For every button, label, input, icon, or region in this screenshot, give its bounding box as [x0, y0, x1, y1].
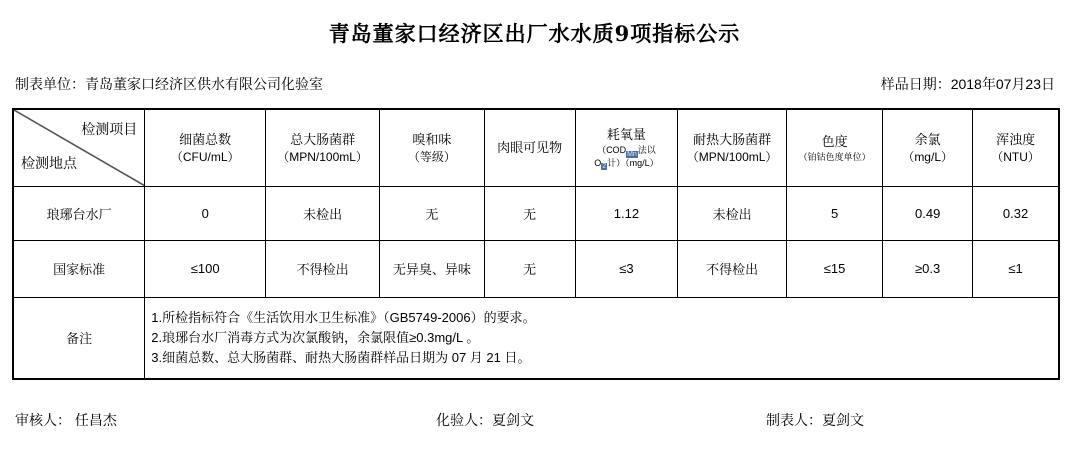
prepared-by-label: 制表单位：青岛董家口经济区供水有限公司化验室: [15, 76, 323, 92]
cod-mn-subscript: Mn: [627, 150, 637, 158]
remark-line-1: 1.所检指标符合《生活饮用水卫生标准》（GB5749-2006）的要求。: [151, 309, 536, 325]
corner-cell: [13, 109, 145, 186]
row-label-national-standard: 国家标准: [13, 240, 145, 297]
cell-value: 0: [145, 186, 266, 240]
corner-label-location: 检测地点: [21, 154, 77, 171]
cell-value: 无: [484, 240, 575, 297]
cell-value: 5: [786, 186, 882, 240]
col-header-odor: 嗅和味 （等级）: [380, 109, 485, 186]
o2-subscript: 2: [602, 163, 607, 171]
reviewer-label: 审核人： 任昌杰: [15, 412, 117, 428]
table-row-national-standard: [13, 240, 1059, 297]
cell-value: 1.12: [575, 186, 678, 240]
cell-value: ≤1: [973, 240, 1059, 297]
remarks-label: 备注: [13, 297, 145, 379]
water-quality-table: [12, 108, 1060, 380]
cell-value: 未检出: [678, 186, 787, 240]
cell-value: 不得检出: [266, 240, 380, 297]
col-header-total-coliform: 总大肠菌群 （MPN/100mL）: [266, 109, 380, 186]
col-header-residual-chlorine: 余氯 （mg/L）: [883, 109, 973, 186]
sample-date-label: 样品日期：2018年07月23日: [880, 76, 1055, 92]
corner-label-items: 检测项目: [81, 121, 138, 137]
cell-value: 无异臭、异味: [380, 240, 485, 297]
col-header-bacteria: 细菌总数 （CFU/mL）: [145, 109, 266, 186]
col-header-chromaticity: 色度 （铂钴色度单位）: [786, 109, 882, 186]
cell-value: 不得检出: [678, 240, 787, 297]
cell-value: 无: [484, 186, 575, 240]
cell-value: ≤3: [575, 240, 678, 297]
preparer-label: 制表人：夏剑文: [766, 412, 864, 428]
remarks-content: [145, 297, 1059, 379]
cell-value: 未检出: [266, 186, 380, 240]
remarks-row: [13, 297, 1059, 379]
header-row: [13, 109, 1059, 186]
cell-value: 无: [380, 186, 485, 240]
cell-value: ≥0.3: [883, 240, 973, 297]
remark-line-2: 2.琅琊台水厂消毒方式为次氯酸钠，余氯限值≥0.3mg/L 。: [151, 329, 480, 345]
remark-line-3: 3.细菌总数、总大肠菌群、耐热大肠菌群样品日期为 07 月 21 日。: [151, 349, 531, 365]
col-header-oxygen-consumption: 耗氧量 （$COD_{Mn}$法以 $O_2$计）（mg/L）: [575, 109, 678, 186]
cell-value: ≤15: [786, 240, 882, 297]
oxygen-unit: （$COD_{Mn}$法以 $O_2$计）（mg/L）: [594, 144, 659, 171]
page-title: 青岛董家口经济区出厂水水质9项指标公示: [328, 21, 741, 46]
cell-value: ≤100: [145, 240, 266, 297]
tester-label: 化验人：夏剑文: [436, 412, 534, 428]
meta-row: [15, 74, 1055, 94]
cell-value: 0.32: [973, 186, 1059, 240]
row-label-langyatai: 琅琊台水厂: [13, 186, 145, 240]
col-header-turbidity: 浑浊度 （NTU）: [973, 109, 1059, 186]
col-header-thermotolerant-coliform: 耐热大肠菌群 （MPN/100mL）: [678, 109, 787, 186]
cell-value: 0.49: [883, 186, 973, 240]
col-header-visible-matter: 肉眼可见物: [484, 109, 575, 186]
table-row-langyatai: [13, 186, 1059, 240]
